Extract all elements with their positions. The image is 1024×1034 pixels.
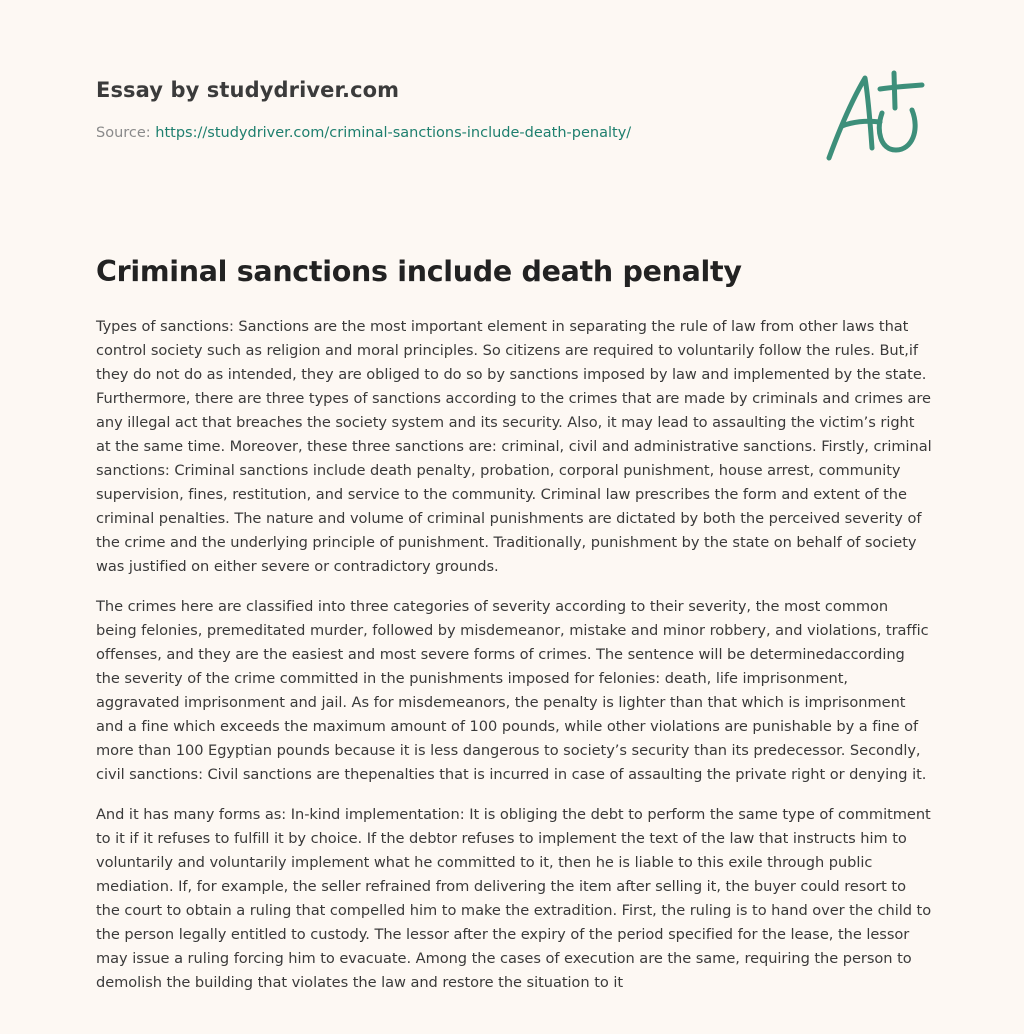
a-plus-grade-icon <box>822 68 930 166</box>
article-paragraph: The crimes here are classified into three categories of severity according to their severity, the most common being felonies, premeditated murder, followed by misdemeanor, mistake and minor robbery, and violations, traffic offenses, and they are the easiest and most severe forms of crimes. The sentence will be determinedaccording the severity of the crime committed in the punishments imposed for felonies: death, life imprisonment, aggravated imprisonment and jail. As for misdemeanors, the penalty is lighter than that which is imprisonment and a fine which exceeds the maximum amount of 100 pounds, while other violations are punishable by a fine of more than 100 Egyptian pounds because it is less dangerous to society’s security than its predecessor. Secondly, civil sanctions: Civil sanctions are thepenalties that is incurred in case of assaulting the private right or denying it. <box>96 598 929 783</box>
source-label: Source: <box>96 125 156 141</box>
source-line <box>96 123 796 143</box>
article-body <box>96 315 932 1011</box>
source-link[interactable]: https://studydriver.com/criminal-sanctions-include-death-penalty/ <box>155 125 632 141</box>
article-paragraph: Types of sanctions: Sanctions are the most important element in separating the rule of law from other laws that control society such as religion and moral principles. So citizens are required to voluntarily follow the rules. But,if they do not do as intended, they are obliged to do so by sanctions imposed by law and implemented by the state. Furthermore, there are three types of sanctions according to the crimes that are made by criminals and crimes are any illegal act that breaches the society system and its security. Also, it may lead to assaulting the victim’s right at the same time. Moreover, these three sanctions are: criminal, civil and administrative sanctions. Firstly, criminal sanctions: Criminal sanctions include death penalty, probation, corporal punishment, house arrest, community supervision, fines, restitution, and service to the community. Criminal law prescribes the form and extent of the criminal penalties. The nature and volume of criminal punishments are dictated by both the perceived severity of the crime and the underlying principle of punishment. Traditionally, punishment by the state on behalf of society was justified on either severe or contradictory grounds. <box>96 318 932 575</box>
page-title: Criminal sanctions include death penalty <box>96 255 742 288</box>
article-paragraph: And it has many forms as: In-kind implementation: It is obliging the debt to perform the same type of commitment to it if it refuses to fulfill it by choice. If the debtor refuses to implement the text of the law that instructs him to voluntarily and voluntarily implement what he committed to it, then he is liable to this exile through public mediation. If, for example, the seller refrained from delivering the item after selling it, the buyer could resort to the court to obtain a ruling that compelled him to make the extradition. First, the ruling is to hand over the child to the person legally entitled to custody. The lessor after the expiry of the period specified for the lease, the lessor may issue a ruling forcing him to evacuate. Among the cases of execution are the same, requiring the person to demolish the building that violates the law and restore the situation to it <box>96 806 932 991</box>
brand-title: Essay by studydriver.com <box>96 78 400 102</box>
page-header <box>96 76 796 143</box>
